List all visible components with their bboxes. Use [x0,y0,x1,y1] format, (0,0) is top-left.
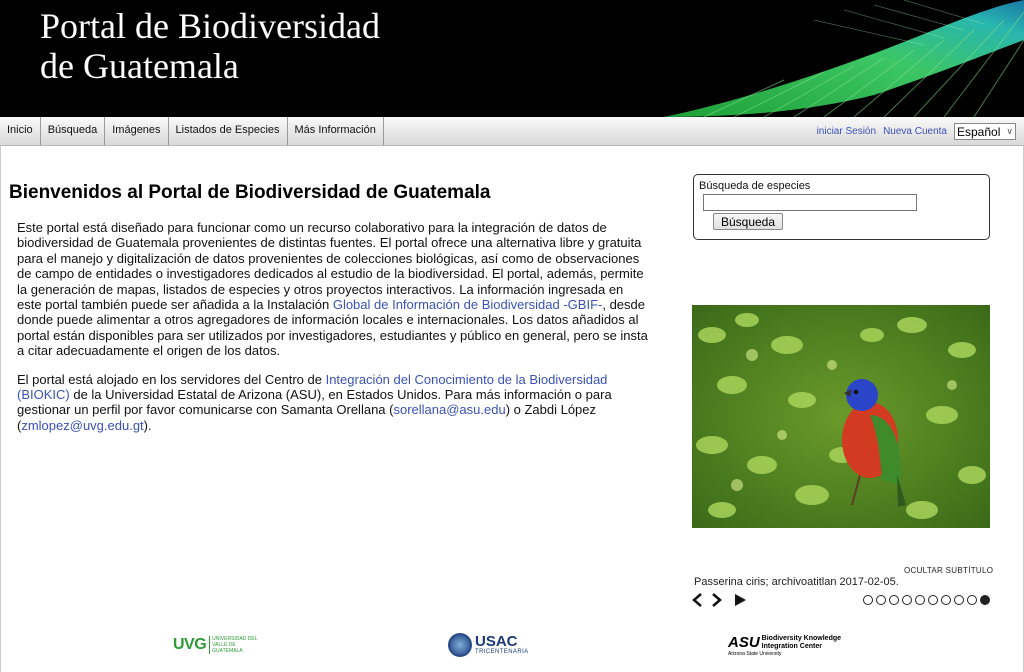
slide-dots [863,595,993,605]
slide-dot[interactable] [967,595,977,605]
asu-logo-text: ASU [728,634,760,651]
slideshow-photo[interactable] [692,305,990,528]
login-link[interactable]: iniciar Sesión [816,126,877,137]
feather-banner-image [664,0,1024,117]
usac-logo-subtext: TRICENTENARIA [475,649,529,655]
main-content [0,146,1024,672]
biokic-link[interactable]: Integración del Conocimiento de la Biodiversidad (BIOKIC) [17,371,608,403]
site-title[interactable] [40,6,380,86]
species-search-box [693,174,990,240]
p2-text-2: de la Universidad Estatal de Arizona (ASU), en Estados Unidos. Para más información o para gestionar un perfil por favor comunicarse con Samanta Orellana ( [17,387,612,418]
previous-arrow-icon[interactable] [691,592,705,608]
slide-caption: Passerina ciris; archivoatitlan 2017-02-05. [694,576,899,588]
site-header [0,0,1024,117]
search-button[interactable]: Búsqueda [713,213,783,230]
nav-item-mas-informacion[interactable]: Más Información [288,117,384,145]
account-links [817,123,1016,140]
email-zmlopez-link[interactable]: zmlopez@uvg.edu.gt [21,417,144,433]
chevron-down-icon: ∨ [1006,126,1013,136]
language-value: Español [957,124,1001,139]
main-menu [0,117,384,145]
uvg-logo-subtext: UNIVERSIDAD DEL VALLE DE GUATEMALA [209,636,259,654]
asu-logo-subtext: Biodiversity Knowledge Integration Center [761,635,842,650]
language-select[interactable] [954,123,1016,140]
intro-paragraph-1 [17,220,649,359]
nav-item-inicio[interactable]: Inicio [0,117,41,145]
page-title: Bienvenidos al Portal de Biodiversidad de Guatemala [9,182,491,203]
search-label: Búsqueda de especies [699,180,811,192]
slide-dot[interactable] [980,595,990,605]
slide-dot[interactable] [928,595,938,605]
gbif-link[interactable]: Global de Información de Biodiversidad -GBIF- [332,297,603,313]
nav-bar [0,117,1024,146]
p2-text-3: ) o Zabdi López ( [17,402,597,433]
slide-dot[interactable] [863,595,873,605]
p1-text-2: , desde donde puede alimentar a otros agregadores de información locales e internacionales. Los datos añadidos al portal están disponibles para ser utilizados por investigadores, estudiantes y público en general, pero se insta a citar adecuadamente el origen de los datos. [17,297,648,359]
intro-paragraph-2 [17,372,649,434]
usac-logo-text: USAC [475,633,518,650]
uvg-logo-text: UVG [173,636,207,653]
slide-dot[interactable] [902,595,912,605]
p2-text-4: ). [143,417,152,433]
usac-seal-icon [448,633,472,657]
usac-logo[interactable] [448,633,529,657]
hide-caption-button[interactable]: OCULTAR SUBTÍTULO [904,566,994,575]
uvg-logo[interactable] [173,636,259,654]
slide-dot[interactable] [915,595,925,605]
new-account-link[interactable]: Nueva Cuenta [883,126,947,137]
nav-item-busqueda[interactable]: Búsqueda [41,117,106,145]
p2-text-1: El portal está alojado en los servidores del Centro de [17,371,326,387]
email-sorellana-link[interactable]: sorellana@asu.edu [393,402,506,418]
next-arrow-icon[interactable] [709,592,723,608]
slide-dot[interactable] [889,595,899,605]
site-title-line1: Portal de Biodiversidad [40,6,380,46]
nav-item-imagenes[interactable]: Imágenes [105,117,168,145]
slide-dot[interactable] [876,595,886,605]
asu-logo-university: Arizona State University [728,651,782,657]
slide-dot[interactable] [941,595,951,605]
slider-controls [691,592,751,608]
intro-text [17,220,649,446]
p1-text-1: Este portal está diseñado para funcionar como un recurso colaborativo para la integración de datos de biodiversidad de Guatemala provenientes de distintas fuentes. El portal ofrece una alternativa libre y gratuita para el manejo y digitalización de datos provenientes de colecciones biológicas, así como de observaciones de campo de entidades o investigadores dedicados al estudio de la biodiversidad. El portal, además, permite la generación de mapas, listados de especies y otros proyectos interactivos. La información ingresada en este portal también puede ser añadida a la Instalación [17,220,644,313]
play-icon[interactable] [733,592,747,608]
search-input[interactable] [703,194,917,211]
site-title-line2: de Guatemala [40,46,239,86]
nav-item-listados[interactable]: Listados de Especies [169,117,288,145]
slide-dot[interactable] [954,595,964,605]
asu-biokic-logo[interactable] [728,634,852,657]
